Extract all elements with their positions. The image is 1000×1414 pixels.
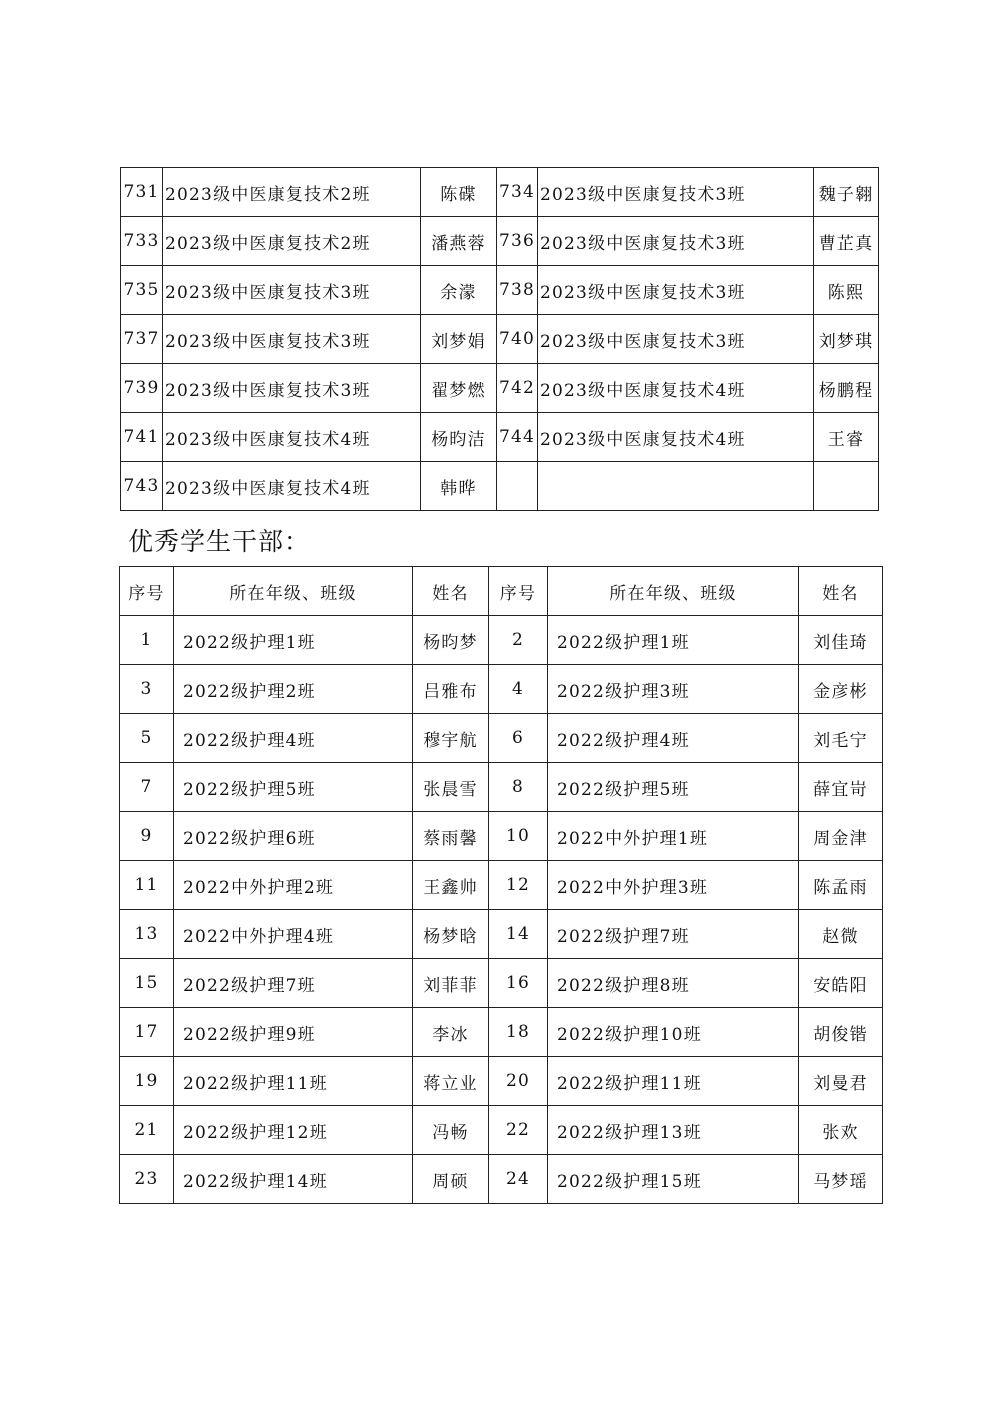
cell-num: 3 (120, 665, 174, 714)
cell-name: 刘毛宁 (799, 714, 883, 763)
cell-num: 9 (120, 812, 174, 861)
table-row (120, 812, 883, 861)
cell-num (497, 462, 538, 511)
cell-class: 2023级中医康复技术3班 (163, 315, 421, 364)
cell-class: 2022级护理1班 (174, 616, 413, 665)
cell-num: 15 (120, 959, 174, 1008)
cell-class: 2023级中医康复技术3班 (538, 315, 814, 364)
cell-class: 2023级中医康复技术4班 (163, 462, 421, 511)
cell-class: 2022级护理11班 (174, 1057, 413, 1106)
cell-name: 冯畅 (413, 1106, 489, 1155)
table-row (121, 413, 879, 462)
cell-name: 周硕 (413, 1155, 489, 1204)
table-row (120, 763, 883, 812)
table-row (120, 910, 883, 959)
cell-name: 陈孟雨 (799, 861, 883, 910)
cell-name: 张晨雪 (413, 763, 489, 812)
cell-num: 10 (489, 812, 548, 861)
cell-class: 2023级中医康复技术2班 (163, 217, 421, 266)
cell-class: 2022级护理13班 (548, 1106, 799, 1155)
cell-class: 2022中外护理4班 (174, 910, 413, 959)
cell-name: 刘菲菲 (413, 959, 489, 1008)
cell-class: 2023级中医康复技术3班 (538, 168, 814, 217)
cell-class: 2022中外护理3班 (548, 861, 799, 910)
header-num: 序号 (120, 567, 174, 616)
cell-class: 2022级护理6班 (174, 812, 413, 861)
continued-award-table (120, 167, 879, 511)
cell-num: 6 (489, 714, 548, 763)
cell-num: 12 (489, 861, 548, 910)
cell-name: 翟梦燃 (421, 364, 497, 413)
section-title: 优秀学生干部： (128, 527, 311, 556)
cell-name: 张欢 (799, 1106, 883, 1155)
cell-class: 2022级护理4班 (174, 714, 413, 763)
cell-num: 1 (120, 616, 174, 665)
cell-name: 杨昀洁 (421, 413, 497, 462)
cell-class: 2022级护理4班 (548, 714, 799, 763)
cell-num: 736 (497, 217, 538, 266)
header-class: 所在年级、班级 (548, 567, 799, 616)
cell-name: 蒋立业 (413, 1057, 489, 1106)
outstanding-cadres-table-body (120, 567, 883, 1204)
cell-num: 731 (121, 168, 163, 217)
cell-name: 薛宜岢 (799, 763, 883, 812)
cell-name: 魏子翱 (814, 168, 879, 217)
cell-num: 13 (120, 910, 174, 959)
cell-num: 22 (489, 1106, 548, 1155)
table-row (121, 462, 879, 511)
cell-class: 2022级护理11班 (548, 1057, 799, 1106)
cell-num: 23 (120, 1155, 174, 1204)
cell-num: 14 (489, 910, 548, 959)
cell-class: 2022级护理1班 (548, 616, 799, 665)
cell-num: 743 (121, 462, 163, 511)
cell-name: 刘梦琪 (814, 315, 879, 364)
table-row (120, 1008, 883, 1057)
table-row (120, 1057, 883, 1106)
table-row (120, 616, 883, 665)
cell-class: 2022级护理12班 (174, 1106, 413, 1155)
cell-class: 2022级护理9班 (174, 1008, 413, 1057)
cell-class: 2023级中医康复技术4班 (163, 413, 421, 462)
header-class: 所在年级、班级 (174, 567, 413, 616)
cell-num: 740 (497, 315, 538, 364)
cell-num: 24 (489, 1155, 548, 1204)
cell-class: 2023级中医康复技术3班 (538, 217, 814, 266)
table-row (120, 1106, 883, 1155)
cell-name: 陈碟 (421, 168, 497, 217)
cell-class: 2022中外护理1班 (548, 812, 799, 861)
cell-name: 穆宇航 (413, 714, 489, 763)
cell-num: 5 (120, 714, 174, 763)
table-row (121, 266, 879, 315)
cell-name: 刘曼君 (799, 1057, 883, 1106)
cell-name: 吕雅布 (413, 665, 489, 714)
cell-num: 17 (120, 1008, 174, 1057)
cell-num: 7 (120, 763, 174, 812)
cell-num: 739 (121, 364, 163, 413)
cell-name: 王睿 (814, 413, 879, 462)
cell-name: 周金津 (799, 812, 883, 861)
cell-class: 2023级中医康复技术4班 (538, 413, 814, 462)
cell-class: 2022级护理14班 (174, 1155, 413, 1204)
cell-class: 2023级中医康复技术3班 (538, 266, 814, 315)
table-row (121, 315, 879, 364)
table-row (121, 364, 879, 413)
table-row (121, 168, 879, 217)
cell-class: 2022级护理5班 (548, 763, 799, 812)
cell-num: 734 (497, 168, 538, 217)
cell-class: 2022级护理2班 (174, 665, 413, 714)
cell-class: 2022级护理3班 (548, 665, 799, 714)
cell-class: 2023级中医康复技术4班 (538, 364, 814, 413)
cell-num: 4 (489, 665, 548, 714)
cell-name: 马梦瑶 (799, 1155, 883, 1204)
cell-name: 胡俊锴 (799, 1008, 883, 1057)
table-row (120, 861, 883, 910)
cell-name: 王鑫帅 (413, 861, 489, 910)
cell-num: 8 (489, 763, 548, 812)
cell-num: 2 (489, 616, 548, 665)
cell-num: 11 (120, 861, 174, 910)
cell-num: 21 (120, 1106, 174, 1155)
cell-num: 733 (121, 217, 163, 266)
table-row (120, 959, 883, 1008)
cell-class: 2023级中医康复技术3班 (163, 364, 421, 413)
cell-name: 杨昀梦 (413, 616, 489, 665)
cell-num: 20 (489, 1057, 548, 1106)
cell-class: 2022级护理15班 (548, 1155, 799, 1204)
cell-num: 16 (489, 959, 548, 1008)
cell-class: 2022级护理5班 (174, 763, 413, 812)
cell-name: 蔡雨馨 (413, 812, 489, 861)
cell-name: 韩晔 (421, 462, 497, 511)
cell-class: 2022级护理7班 (174, 959, 413, 1008)
header-name: 姓名 (799, 567, 883, 616)
cell-class: 2022级护理8班 (548, 959, 799, 1008)
cell-name: 潘燕蓉 (421, 217, 497, 266)
cell-num: 741 (121, 413, 163, 462)
cell-name: 曹芷真 (814, 217, 879, 266)
cell-name: 金彦彬 (799, 665, 883, 714)
table-row (121, 217, 879, 266)
cell-name (814, 462, 879, 511)
header-name: 姓名 (413, 567, 489, 616)
cell-class: 2022中外护理2班 (174, 861, 413, 910)
cell-num: 18 (489, 1008, 548, 1057)
cell-name: 李冰 (413, 1008, 489, 1057)
table-row (120, 665, 883, 714)
cell-name: 刘梦娟 (421, 315, 497, 364)
continued-award-table-body (121, 168, 879, 511)
outstanding-cadres-table (119, 566, 883, 1204)
cell-class: 2022级护理7班 (548, 910, 799, 959)
header-num: 序号 (489, 567, 548, 616)
cell-num: 737 (121, 315, 163, 364)
cell-name: 陈熙 (814, 266, 879, 315)
cell-class: 2023级中医康复技术3班 (163, 266, 421, 315)
cell-name: 赵微 (799, 910, 883, 959)
cell-class: 2022级护理10班 (548, 1008, 799, 1057)
cell-name: 杨梦晗 (413, 910, 489, 959)
cell-num: 738 (497, 266, 538, 315)
cell-name: 杨鹏程 (814, 364, 879, 413)
cell-num: 744 (497, 413, 538, 462)
table-header-row (120, 567, 883, 616)
cell-num: 735 (121, 266, 163, 315)
cell-name: 刘佳琦 (799, 616, 883, 665)
cell-class (538, 462, 814, 511)
cell-num: 19 (120, 1057, 174, 1106)
table-row (120, 1155, 883, 1204)
cell-name: 安皓阳 (799, 959, 883, 1008)
cell-num: 742 (497, 364, 538, 413)
cell-name: 余濛 (421, 266, 497, 315)
table-row (120, 714, 883, 763)
cell-class: 2023级中医康复技术2班 (163, 168, 421, 217)
